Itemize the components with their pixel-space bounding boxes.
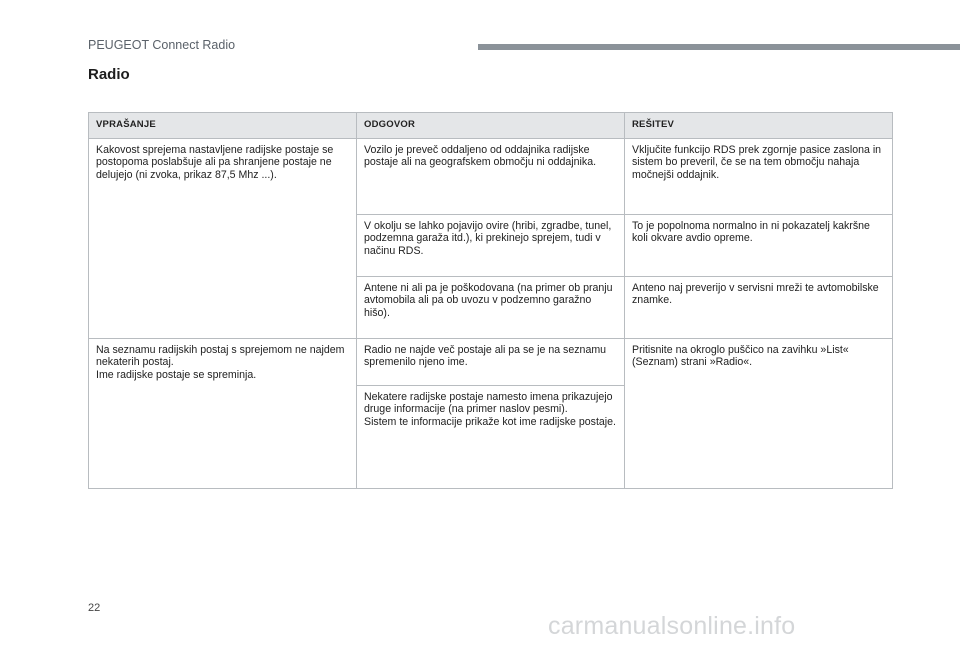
answer-cell: Radio ne najde več postaje ali pa se je na seznamu spremenilo njeno ime. (357, 339, 625, 386)
solution-cell: Anteno naj preverijo v servisni mreži te avtomobilske znamke. (625, 277, 893, 339)
watermark-text: carmanualsonline.info (548, 612, 796, 640)
troubleshooting-table (88, 112, 893, 489)
answer-cell: Vozilo je preveč oddaljeno od oddajnika radijske postaje ali na geografskem območju ni oddajnika. (357, 139, 625, 215)
answer-cell: V okolju se lahko pojavijo ovire (hribi, zgradbe, tunel, podzemna garaža itd.), ki prekinejo sprejem, tudi v načinu RDS. (357, 215, 625, 277)
solution-cell: To je popolnoma normalno in ni pokazatelj kakršne koli okvare avdio opreme. (625, 215, 893, 277)
table-row (89, 139, 893, 215)
header-solution: REŠITEV (625, 113, 893, 139)
table-row (89, 339, 893, 386)
solution-cell: Vključite funkcijo RDS prek zgornje pasice zaslona in sistem bo preveril, če se na tem območju nahaja močnejši oddajnik. (625, 139, 893, 215)
header-question: VPRAŠANJE (89, 113, 357, 139)
header-accent-bar (478, 44, 960, 50)
running-header-title: PEUGEOT Connect Radio (88, 38, 236, 52)
answer-cell: Antene ni ali pa je poškodovana (na primer ob pranju avtomobila ali pa ob uvozu v podzemno garažno hišo). (357, 277, 625, 339)
question-cell-reception: Kakovost sprejema nastavljene radijske postaje se postopoma poslabšuje ali pa shranjene postaje ne delujejo (ni zvoka, prikaz 87,5 Mhz ...). (89, 139, 357, 339)
table-header-row (89, 113, 893, 139)
solution-cell: Pritisnite na okroglo puščico na zavihku »List« (Seznam) strani »Radio«. (625, 339, 893, 489)
section-title: Radio (88, 66, 130, 83)
question-cell-station-list: Na seznamu radijskih postaj s sprejemom ne najdem nekaterih postaj. Ime radijske postaje se spreminja. (89, 339, 357, 489)
page-number: 22 (88, 602, 101, 614)
header-answer: ODGOVOR (357, 113, 625, 139)
answer-cell: Nekatere radijske postaje namesto imena prikazujejo druge informacije (na primer naslov pesmi). Sistem te informacije prikaže kot ime radijske postaje. (357, 386, 625, 489)
